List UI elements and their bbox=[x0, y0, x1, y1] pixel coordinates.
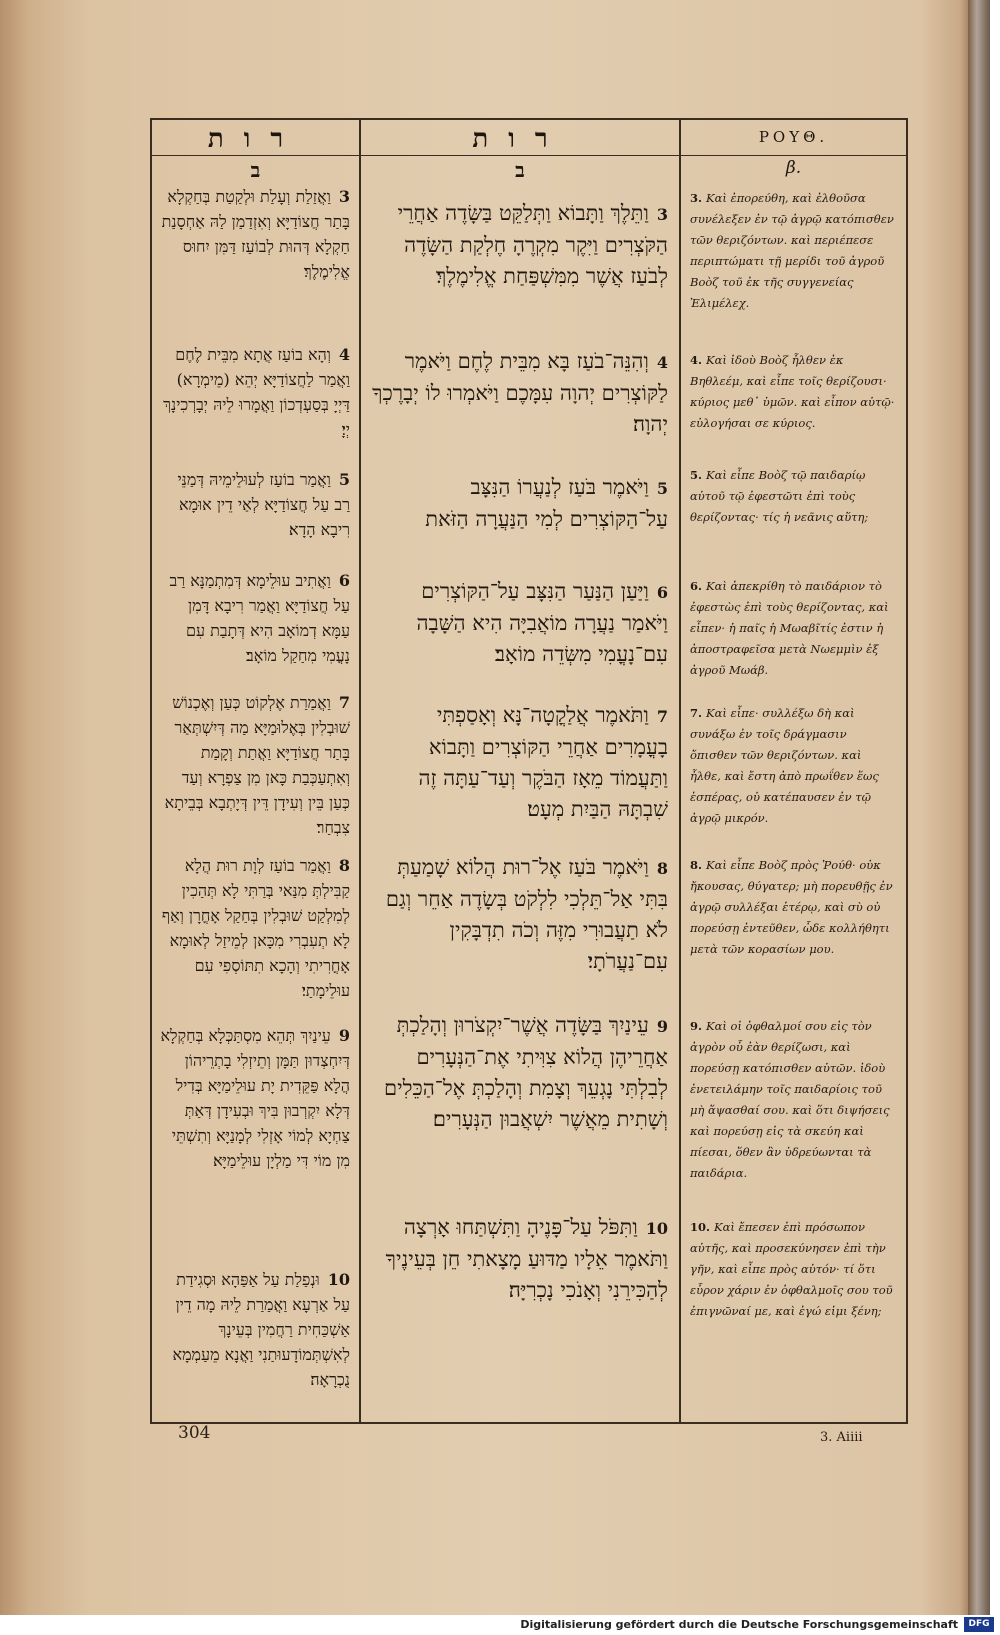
targum-verse-6: 6וַאֲתִיב עוּלֵימָא דְּמִתְמַנָּא רַב עַל חֲצוֹדַיָּא וַאֲמַר רִיבָא דָּמִן עַמָּא דְמוֹאָב הִיא דְּתָבַת עִם נָעֳמִי מִחַקַל מוֹאָב׃ bbox=[169, 571, 350, 665]
greek-verse-4: 4. Καὶ ἰδοὺ Βοὸζ ἦλθεν ἐκ Βηθλεέμ, καὶ εἶπε τοῖς θερίζουσι· κύριος μεθ᾽ ὑμῶν. καὶ εἶπον αὐτῷ· εὐλογήσαι σε κύριος. bbox=[690, 353, 895, 430]
column-rule-2 bbox=[679, 120, 681, 1422]
chapter-hebrew: ב bbox=[515, 158, 525, 182]
page-number: 304 bbox=[178, 1423, 211, 1443]
chapter-greek: β. bbox=[785, 158, 802, 178]
text-frame bbox=[150, 118, 908, 1424]
header-hebrew: רות bbox=[472, 124, 568, 154]
targum-verse-10: 10וּנְפַלַת עַל אַפַּהָא וּסְגִידַת עַל אַרְעָא וַאֲמַרַת לֵיהּ מָה דֵין אַשְׁכַּחִית רַחֲמִין בְּעֵינָךְ לְאִשְׁתְּמוֹדָעוּתַנִי וַאֲנָא מֵעַמְמָא נֻכְרָאָה׃ bbox=[172, 1270, 350, 1389]
greek-verse-5: 5. Καὶ εἶπε Βοὸζ τῷ παιδαρίῳ αὐτοῦ τῷ ἐφεστῶτι ἐπὶ τοὺς θερίζοντας· τίς ἡ νεᾶνις αὕτη; bbox=[690, 468, 869, 524]
greek-verse-7: 7. Καὶ εἶπε· συλλέξω δὴ καὶ συνάξω ἐν τοῖς δράγμασιν ὄπισθεν τῶν θεριζόντων. καὶ ἦλθε, καὶ ἔστη ἀπὸ πρωΐθεν ἕως ἑσπέρας, οὐ κατέπαυσεν ἐν τῷ ἀγρῷ μικρόν. bbox=[690, 706, 879, 825]
targum-verse-7: 7וַאֲמַרַת אֶלְקוֹט כְּעַן וְאֶכְנוֹשׁ שׁוּבְלִין בְּאֶלוּמַיָּא מַה דְּיִשְׁתְּאַר בָּתַר חֲצוֹדַיָּא וַאֲתַת וְקָמַת וְאִתְעַכְּבַת כָּאן מִן צַפְרָא וְעַד כְּעַן בֵּין וְעִידָן דֵּין דְּיָתְבָא בְּבֵיתָא צִבְחַר׃ bbox=[164, 693, 350, 837]
targum-verse-8: 8וַאֲמַר בוֹעַז לְוָת רוּת הֲלָא קַבִּילְתְּ מִנַּאי בְּרַתִּי לָא תְּהַכִין לְמִלְקַט שׁוּבְלִין בְּחַקַל אָחֳרָן וְאַף לָא תְעִבְרִי מִכָּאן לְמֵיזַל לְאוּמָא אָחֳרִיתִי וְהָכָא תִתּוֹסְפִי עִם עוּלֵימָתַי׃ bbox=[161, 856, 350, 1000]
header-greek: ΡΟΥΘ. bbox=[758, 128, 829, 146]
header-rule bbox=[152, 155, 906, 156]
greek-verse-9: 9. Καὶ οἱ ὀφθαλμοί σου εἰς τὸν ἀγρὸν οὗ ἐὰν θερίζωσι, καὶ πορεύσῃ κατόπισθεν αὐτῶν. ἰδοὺ ἐνετειλάμην τοῖς παιδαρίοις τοῦ μὴ ἅψασθαί σου. καὶ ὅτι διψήσεις καὶ πορεύσῃ εἰς τὰ σκεύη καὶ πίεσαι, ὅθεν ἂν ὑδρεύωνται τὰ παιδάρια. bbox=[690, 1019, 890, 1180]
header-targum: רות bbox=[207, 124, 304, 154]
greek-verse-10: 10. Καὶ ἔπεσεν ἐπὶ πρόσωπον αὐτῆς, καὶ προσεκύνησεν ἐπὶ τὴν γῆν, καὶ εἶπε πρὸς αὐτόν· τί ὅτι εὗρον χάριν ἐν ὀφθαλμοῖς σου τοῦ ἐπιγνῶναί με, καὶ ἐγώ εἰμι ξένη; bbox=[690, 1220, 893, 1318]
digitization-footer bbox=[0, 1615, 1000, 1635]
hebrew-verse-3: 3וַתֵּלֶךְ וַתָּבוֹא וַתְּלַקֵּט בַּשָּׂדֶה אַחֲרֵי הַקֹּצְרִים וַיִּקֶר מִקְרֶהָ חֶלְקַת הַשָּׂדֶה לְבֹעַז אֲשֶׁר מִמִּשְׁפַּחַת אֱלִימֶלֶךְ׃ bbox=[397, 201, 668, 288]
hebrew-verse-5: 5וַיֹּאמֶר בֹּעַז לְנַעֲרוֹ הַנִּצָּב עַל־הַקּוֹצְרִים לְמִי הַנַּעֲרָה הַזֹּאת bbox=[425, 475, 668, 531]
column-rule-1 bbox=[359, 120, 361, 1422]
targum-verse-5: 5וַאֲמַר בוֹעַז לְעוּלֵימֵיהּ דְּמַנֵּי רַב עַל חֲצוֹדַיָּא לְאַי דֵין אוּמָא רִיבָא הָדָא׃ bbox=[177, 470, 350, 539]
chapter-targum: ב bbox=[250, 158, 261, 182]
targum-verse-3: 3וַאֲזַלַת וְעָלַת וּלְקַטַת בְּחַקְלָא בָּתַר חֲצוֹדַיָּא וְאִזְדַמַן לַהּ אַחְסָנַת חַקְלָא דְּהוּת לְבוֹעַז דַּמִּן יִחוּס אֱלִימֶלֶךְ׃ bbox=[161, 187, 350, 281]
targum-verse-9: 9עֵינַיִךְ תְּהֵא מִסְתַּכְּלָא בְּחַקְלָא דְּיִחְצְדוּן תַּמָּן וְתֵיזְלִי בָתְרֵיהוֹן הֲלָא פַּקֵּדִית יָת עוּלֵימַיָּא בְּדִיל דְּלָא יִקְרְבוּן בִּיךְ וּבְעִידָן דְּאַתְּ צַחְיָא לְמוֹי אָזְלִי לְמָנַיָּא וְתִשְׁתֵּי מִן מוֹי דִּי מַלְיָן עוּלֵימַיָּא׃ bbox=[160, 1026, 350, 1170]
hebrew-verse-7: 7וַתֹּאמֶר אֲלַקֳטָה־נָּא וְאָסַפְתִּי בָעֳמָרִים אַחֲרֵי הַקּוֹצְרִים וַתָּבוֹא וַתַּעֲמוֹד מֵאָז הַבֹּקֶר וְעַד־עַתָּה זֶה שִׁבְתָּהּ הַבַּיִת מְעָט׃ bbox=[418, 703, 668, 821]
dfg-logo: DFG bbox=[964, 1617, 994, 1632]
hebrew-verse-10: 10וַתִּפֹּל עַל־פָּנֶיהָ וַתִּשְׁתַּחוּ אָרְצָה וַתֹּאמֶר אֵלָיו מַדּוּעַ מָצָאתִי חֵן בְּעֵינֶיךָ לְהַכִּירֵנִי וְאָנֹכִי נָכְרִיָּה׃ bbox=[385, 1215, 668, 1302]
greek-verse-3: 3. Καὶ ἐπορεύθη, καὶ ἐλθοῦσα συνέλεξεν ἐν τῷ ἀγρῷ κατόπισθεν τῶν θεριζόντων. καὶ περιέπεσε περιπτώματι τῇ μερίδι τοῦ ἀγροῦ Βοὸζ τοῦ ἐκ τῆς συγγενείας Ἐλιμέλεχ. bbox=[690, 191, 894, 310]
signature-mark: 3. Aiiii bbox=[820, 1430, 863, 1445]
hebrew-verse-4: 4וְהִנֵּה־בֹעַז בָּא מִבֵּית לֶחֶם וַיֹּאמֶר לַקּוֹצְרִים יְהוָה עִמָּכֶם וַיֹּאמְרוּ לוֹ יְבָרֶכְךָ יְהוָה׃ bbox=[372, 349, 668, 436]
greek-verse-6: 6. Καὶ ἀπεκρίθη τὸ παιδάριον τὸ ἐφεστὼς ἐπὶ τοὺς θερίζοντας, καὶ εἶπεν· ἡ παῖς ἡ Μωαβῖτίς ἐστιν ἡ ἀποστραφεῖσα μετὰ Νωεμμὶν ἐξ ἀγροῦ Μωάβ. bbox=[690, 579, 889, 677]
hebrew-verse-9: 9עֵינַיִךְ בַּשָּׂדֶה אֲשֶׁר־יִקְצֹרוּן וְהָלַכְתְּ אַחֲרֵיהֶן הֲלוֹא צִוִּיתִי אֶת־הַנְּעָרִים לְבִלְתִּי נָגְעֵךְ וְצָמִת וְהָלַכְתְּ אֶל־הַכֵּלִים וְשָׁתִית מֵאֲשֶׁר יִשְׁאֲבוּן הַנְּעָרִים׃ bbox=[384, 1013, 668, 1131]
hebrew-verse-8: 8וַיֹּאמֶר בֹּעַז אֶל־רוּת הֲלוֹא שָׁמַעַתְּ בִּתִּי אַל־תֵּלְכִי לִלְקֹט בְּשָׂדֶה אַחֵר וְגַם לֹא תַעֲבוּרִי מִזֶּה וְכֹה תִדְבָּקִין עִם־נַעֲרֹתָי׃ bbox=[385, 855, 668, 973]
greek-verse-8: 8. Καὶ εἶπε Βοὸζ πρὸς Ῥούθ· οὐκ ἤκουσας, θύγατερ; μὴ πορευθῇς ἐν ἀγρῷ συλλέξαι ἑτέρῳ, καὶ σὺ οὐ πορεύσῃ ἐντεῦθεν, ὧδε κολλήθητι μετὰ τῶν κορασίων μου. bbox=[690, 858, 893, 956]
book-spine bbox=[968, 0, 990, 1615]
footer-credit: Digitalisierung gefördert durch die Deutsche Forschungsgemeinschaft bbox=[520, 1618, 958, 1631]
hebrew-verse-6: 6וַיַּעַן הַנַּעַר הַנִּצָּב עַל־הַקּוֹצְרִים וַיֹּאמַר נַעֲרָה מוֹאֲבִיָּה הִיא הַשָּׁבָה עִם־נָעֳמִי מִשְּׂדֵה מוֹאָב׃ bbox=[416, 579, 668, 666]
targum-verse-4: 4וְהָא בוֹעַז אֲתָא מִבֵּית לֶחֶם וַאֲמַר לַחֲצוֹדַיָּא יְהֵא (מֵימְרָא) דַּיְיָ בְּסַעְדְכוֹן וַאֲמָרוּ לֵיהּ יְבָרְכִינָךְ יְיָ׃ bbox=[163, 345, 350, 439]
